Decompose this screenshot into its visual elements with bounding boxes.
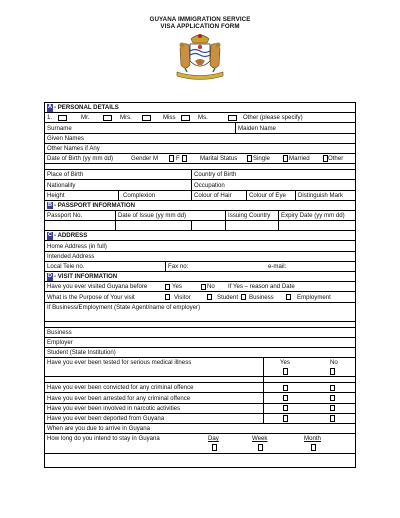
visited-no-label: No xyxy=(207,283,215,291)
marital-other-checkbox[interactable] xyxy=(323,155,328,162)
mrs-label: Mrs. xyxy=(120,114,132,122)
surname-label: Surname xyxy=(47,124,72,132)
passport-values-row[interactable] xyxy=(44,221,356,231)
section-title: - PASSPORT INFORMATION xyxy=(54,201,136,209)
narcotic-row xyxy=(44,404,356,414)
arrested-yes-checkbox[interactable] xyxy=(283,395,288,402)
business-row[interactable] xyxy=(44,328,356,338)
physical-row xyxy=(44,191,356,201)
day-checkbox[interactable] xyxy=(212,444,217,451)
nationality-row[interactable] xyxy=(44,180,356,190)
employment-label: Employment xyxy=(297,293,331,301)
visa-form-table xyxy=(44,102,356,468)
complexion-label: Complexion xyxy=(123,191,156,199)
mrs-checkbox[interactable] xyxy=(103,115,112,121)
narcotic-no-checkbox[interactable] xyxy=(330,405,335,412)
ms-label: Ms. xyxy=(198,114,208,122)
section-badge: B xyxy=(48,201,52,208)
passport-labels-row xyxy=(44,211,356,221)
convicted-label: Have you ever been convicted for any criminal offence xyxy=(47,384,194,392)
passport-no-label: Passport No. xyxy=(47,212,83,220)
week-checkbox[interactable] xyxy=(258,444,263,451)
place-of-birth-label: Place of Birth xyxy=(47,171,84,179)
height-label: Height xyxy=(47,191,65,199)
section-b-header xyxy=(44,201,356,211)
visited-before-row xyxy=(44,282,356,292)
married-checkbox[interactable] xyxy=(283,155,288,162)
contact-row xyxy=(44,262,356,272)
hair-colour-label: Colour of Hair xyxy=(194,191,232,199)
section-badge: C xyxy=(48,232,52,239)
surname-row[interactable] xyxy=(44,123,356,133)
employment-checkbox[interactable] xyxy=(286,294,291,301)
dob-label: Date of Birth (yy mm dd) xyxy=(47,155,114,163)
ms-checkbox[interactable] xyxy=(181,115,190,121)
other-title-checkbox[interactable] xyxy=(228,115,237,121)
other-names-row[interactable] xyxy=(44,144,356,154)
single-label: Single xyxy=(253,155,270,163)
month-label: Month xyxy=(304,435,321,443)
gender-m-checkbox[interactable] xyxy=(169,155,174,162)
intended-address-label: Intended Address xyxy=(47,252,95,260)
gender-f-label: F xyxy=(176,155,180,163)
email-label: e-mail: xyxy=(268,263,287,270)
student-label: Student xyxy=(217,293,239,301)
deported-yes-checkbox[interactable] xyxy=(283,415,288,422)
given-names-row[interactable] xyxy=(44,134,356,144)
miss-checkbox[interactable] xyxy=(142,115,151,121)
issue-date-label: Date of Issue (yy mm dd) xyxy=(118,212,187,220)
form-header-title: VISA APPLICATION FORM xyxy=(160,23,240,30)
section-badge: A xyxy=(48,104,52,110)
fax-label: Fax no: xyxy=(168,263,189,270)
visitor-label: Visitor xyxy=(174,293,191,301)
visited-yes-label: Yes xyxy=(172,283,182,291)
section-badge: D xyxy=(48,273,52,279)
section-title: - ADDRESS xyxy=(54,232,88,240)
given-names-label: Given Names xyxy=(47,134,84,142)
married-label: Married xyxy=(289,155,310,163)
arrival-row[interactable] xyxy=(44,424,356,434)
deported-row xyxy=(44,414,356,424)
business-label: Business xyxy=(249,293,274,301)
convicted-row xyxy=(44,383,356,393)
distinguish-mark-label: Distinguish Mark xyxy=(298,191,344,199)
tele-label: Local Tele no. xyxy=(47,263,85,270)
no-column-header: No xyxy=(330,359,338,367)
other-title-label: Other (please specify) xyxy=(243,114,303,122)
section-d-header xyxy=(44,272,356,282)
section-c-header xyxy=(44,231,356,241)
yes-column-header: Yes xyxy=(280,359,290,367)
day-label: Day xyxy=(208,435,219,443)
country-of-birth-label: Country of Birth xyxy=(194,171,237,179)
spacer-row xyxy=(44,454,356,468)
single-checkbox[interactable] xyxy=(247,155,252,162)
employer-row[interactable] xyxy=(44,338,356,348)
miss-label: Miss xyxy=(163,114,176,122)
title-row xyxy=(44,113,356,123)
purpose-label: What is the Purpose of Your visit xyxy=(47,293,135,301)
arrival-label: When are you due to arrive in Guyana xyxy=(47,425,150,433)
item-number: 1. xyxy=(47,114,53,122)
issuing-country-label: Issuing Country xyxy=(228,212,271,220)
section-title: - VISIT INFORMATION xyxy=(54,273,118,281)
stay-duration-label: How long do you intend to stay in Guyana xyxy=(47,435,160,443)
coat-of-arms-icon xyxy=(171,31,229,83)
arrested-no-checkbox[interactable] xyxy=(330,395,335,402)
visitor-checkbox[interactable] xyxy=(165,294,170,301)
section-title: - PERSONAL DETAILS xyxy=(54,104,119,112)
section-a-header xyxy=(44,103,356,113)
mr-label: Mr. xyxy=(81,114,90,122)
dob-row xyxy=(44,154,356,164)
birth-place-row[interactable] xyxy=(44,170,356,180)
visited-before-label: Have you ever visited Guyana before xyxy=(47,283,148,291)
arrested-label: Have you ever been arrested for any criminal offence xyxy=(47,394,191,402)
narcotic-yes-checkbox[interactable] xyxy=(283,405,288,412)
marital-status-label: Marital Status xyxy=(200,155,238,163)
home-address-label: Home Address (in full) xyxy=(47,242,107,250)
business-field-label: Business xyxy=(47,328,72,336)
illness-no-checkbox[interactable] xyxy=(330,368,335,375)
convicted-no-checkbox[interactable] xyxy=(330,385,335,392)
eye-colour-label: Colour of Eye xyxy=(249,191,286,199)
illness-label: Have you ever been tested for serious medical illness xyxy=(47,359,192,367)
marital-other-label: Other xyxy=(328,155,344,163)
illness-yes-checkbox[interactable] xyxy=(283,368,288,375)
visited-yes-checkbox[interactable] xyxy=(165,284,170,291)
purpose-row xyxy=(44,292,356,302)
form-header-agency: GUYANA IMMIGRATION SERVICE xyxy=(149,16,251,23)
gender-label: Gender M xyxy=(131,155,159,163)
stay-duration-row xyxy=(44,434,356,454)
narcotic-label: Have you ever been involved in narcotic activities xyxy=(47,404,181,412)
student-checkbox[interactable] xyxy=(207,294,212,301)
if-yes-label: If Yes – reason and Date xyxy=(228,283,295,291)
other-names-label: Other Names if Any xyxy=(47,144,100,152)
maiden-name-label: Maiden Name xyxy=(238,124,276,132)
employer-field-label: Employer xyxy=(47,338,73,346)
arrested-row xyxy=(44,393,356,403)
visited-no-checkbox[interactable] xyxy=(201,284,206,291)
business-checkbox[interactable] xyxy=(241,294,246,301)
deported-no-checkbox[interactable] xyxy=(330,415,335,422)
convicted-yes-checkbox[interactable] xyxy=(283,385,288,392)
if-business-row[interactable] xyxy=(44,303,356,322)
week-label: Week xyxy=(252,435,268,443)
nationality-label: Nationality xyxy=(47,181,76,189)
month-checkbox[interactable] xyxy=(311,444,316,451)
gender-f-checkbox[interactable] xyxy=(182,155,187,162)
expiry-date-label: Expiry Date (yy mm dd) xyxy=(281,212,345,220)
occupation-label: Occupation xyxy=(194,181,225,189)
deported-label: Have you ever been deported from Guyana xyxy=(47,414,165,422)
mr-checkbox[interactable] xyxy=(58,115,67,121)
if-business-label: If Business/Employment (State Agent/name of employer) xyxy=(47,303,201,311)
student-institution-label: Student (State Institution) xyxy=(47,349,116,357)
student-institution-row[interactable] xyxy=(44,348,356,358)
illness-row xyxy=(44,358,356,377)
intended-address-row[interactable] xyxy=(44,252,356,262)
home-address-row[interactable] xyxy=(44,241,356,251)
